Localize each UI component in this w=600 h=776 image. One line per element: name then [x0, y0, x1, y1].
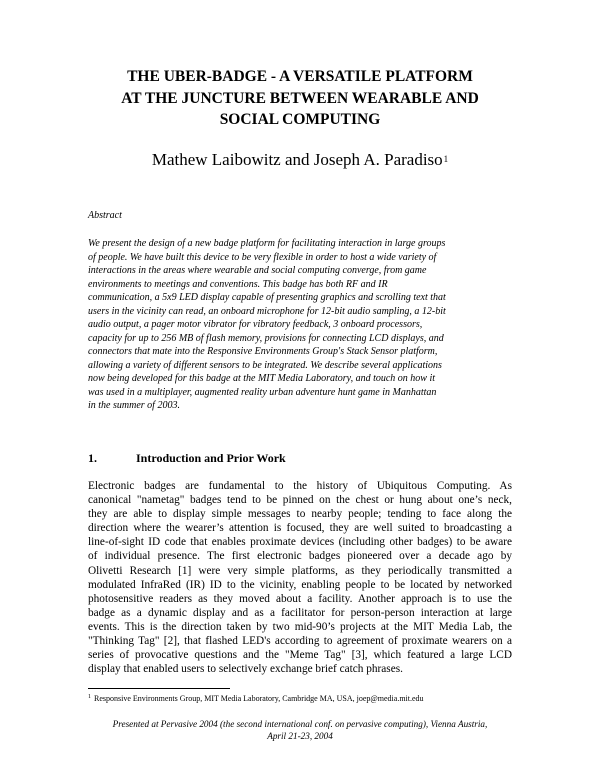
- paper-title: [60, 66, 540, 131]
- body-line: display that enabled users to selectively exchange brief catch phrases.: [88, 663, 403, 676]
- abstract-line: now being developed for this badge at the MIT Media Laboratory, and touch on how it: [88, 373, 436, 384]
- footnote-text: Responsive Environments Group, MIT Media Laboratory, Cambridge MA, USA, joep@media.mit.edu: [94, 694, 424, 703]
- abstract-line: in the summer of 2003.: [88, 400, 180, 411]
- abstract-line: was used in a multiplayer, augmented reality urban adventure hunt game in Manhattan: [88, 386, 437, 398]
- body-paragraph: [88, 479, 512, 676]
- abstract-line: interactions in the areas where wearable and social computing converge, from game: [88, 265, 427, 276]
- body-line: direction where the wearer’s attention is focused, they are well suited to broadcasting a: [88, 522, 512, 535]
- author-list: [60, 150, 540, 170]
- abstract-line: allowing a variety of different sensors to be integrated. We describe several applications: [88, 359, 442, 371]
- body-line: badge as a dynamic display and as a facilitator for person-person interaction at large: [88, 606, 512, 619]
- abstract-line: We present the design of a new badge platform for facilitating interaction in large groups: [88, 238, 446, 249]
- page-footer: [60, 718, 540, 742]
- author-footnote-mark: 1: [443, 154, 449, 164]
- abstract-line: audio output, a pager motor vibrator for vibratory feedback, 3 onboard processors,: [88, 319, 423, 330]
- title-line: SOCIAL COMPUTING: [219, 111, 381, 128]
- abstract-line: environments to meetings and conventions. This badge has both RF and IR: [88, 278, 388, 290]
- footer-line: April 21-23, 2004: [267, 731, 333, 741]
- body-line: series of provocative questions and the "Meme Tag" [3], which featured a large LCD: [88, 649, 512, 662]
- body-line: photosensitive readers as they moved about a facility. Another approach is to use the: [88, 592, 512, 605]
- footer-line: Presented at Pervasive 2004 (the second international conf. on pervasive computing), Vienna Austria,: [112, 719, 488, 729]
- body-line: canonical "nametag" badges tend to be pinned on the chest or hung about one’s neck,: [88, 494, 512, 507]
- abstract-line: connectors that mate into the Responsive Environments Group's Stack Sensor platform,: [88, 346, 438, 357]
- title-line: AT THE JUNCTURE BETWEEN WEARABLE AND: [121, 89, 479, 107]
- abstract-text: [88, 237, 512, 413]
- abstract-heading: Abstract: [88, 210, 122, 221]
- body-line: they are able to display simple messages to nearby people; tending to face along the: [88, 508, 512, 521]
- section-title: Introduction and Prior Work: [136, 451, 286, 465]
- abstract-line: capacity for up to 256 MB of flash memory, provisions for connecting LCD displays, and: [88, 332, 444, 344]
- title-line: THE UBER-BADGE - A VERSATILE PLATFORM: [127, 68, 473, 85]
- author-names: Mathew Laibowitz and Joseph A. Paradiso: [151, 150, 443, 169]
- abstract-line: users in the vicinity can read, an onboard microphone for 12-bit audio sampling, a 12-bit: [88, 305, 446, 317]
- abstract-line: of people. We have built this device to be very flexible in order to host a wide variety of: [88, 251, 437, 263]
- body-line: line-of-sight ID code that enables proximate devices (including other badges) to be aware: [88, 536, 512, 549]
- body-line: Olivetti Research [1] were very simple platforms, as they periodically transmitted a: [88, 564, 512, 577]
- body-line: events. This is the direction taken by two mid-90’s projects at the MIT Media Lab, the: [88, 620, 512, 633]
- footnote-divider: [88, 688, 230, 689]
- footnote: [88, 694, 424, 703]
- section-number: 1.: [88, 451, 97, 465]
- body-line: "Thinking Tag" [2], that flashed LED's according to agreement of proximate wearers on a: [88, 635, 512, 648]
- footnote-mark: 1: [88, 694, 91, 700]
- body-line: modulated InfraRed (IR) ID to the vicinity, enabling people to be located by networked: [88, 578, 512, 591]
- abstract-line: communication, a 5x9 LED display capable of presenting graphics and scrolling text that: [88, 292, 446, 303]
- section-heading: [88, 451, 286, 466]
- body-line: of individual presence. The first electronic badges pioneered over a decade ago by: [88, 550, 512, 563]
- body-line: Electronic badges are fundamental to the history of Ubiquitous Computing. As: [88, 480, 512, 492]
